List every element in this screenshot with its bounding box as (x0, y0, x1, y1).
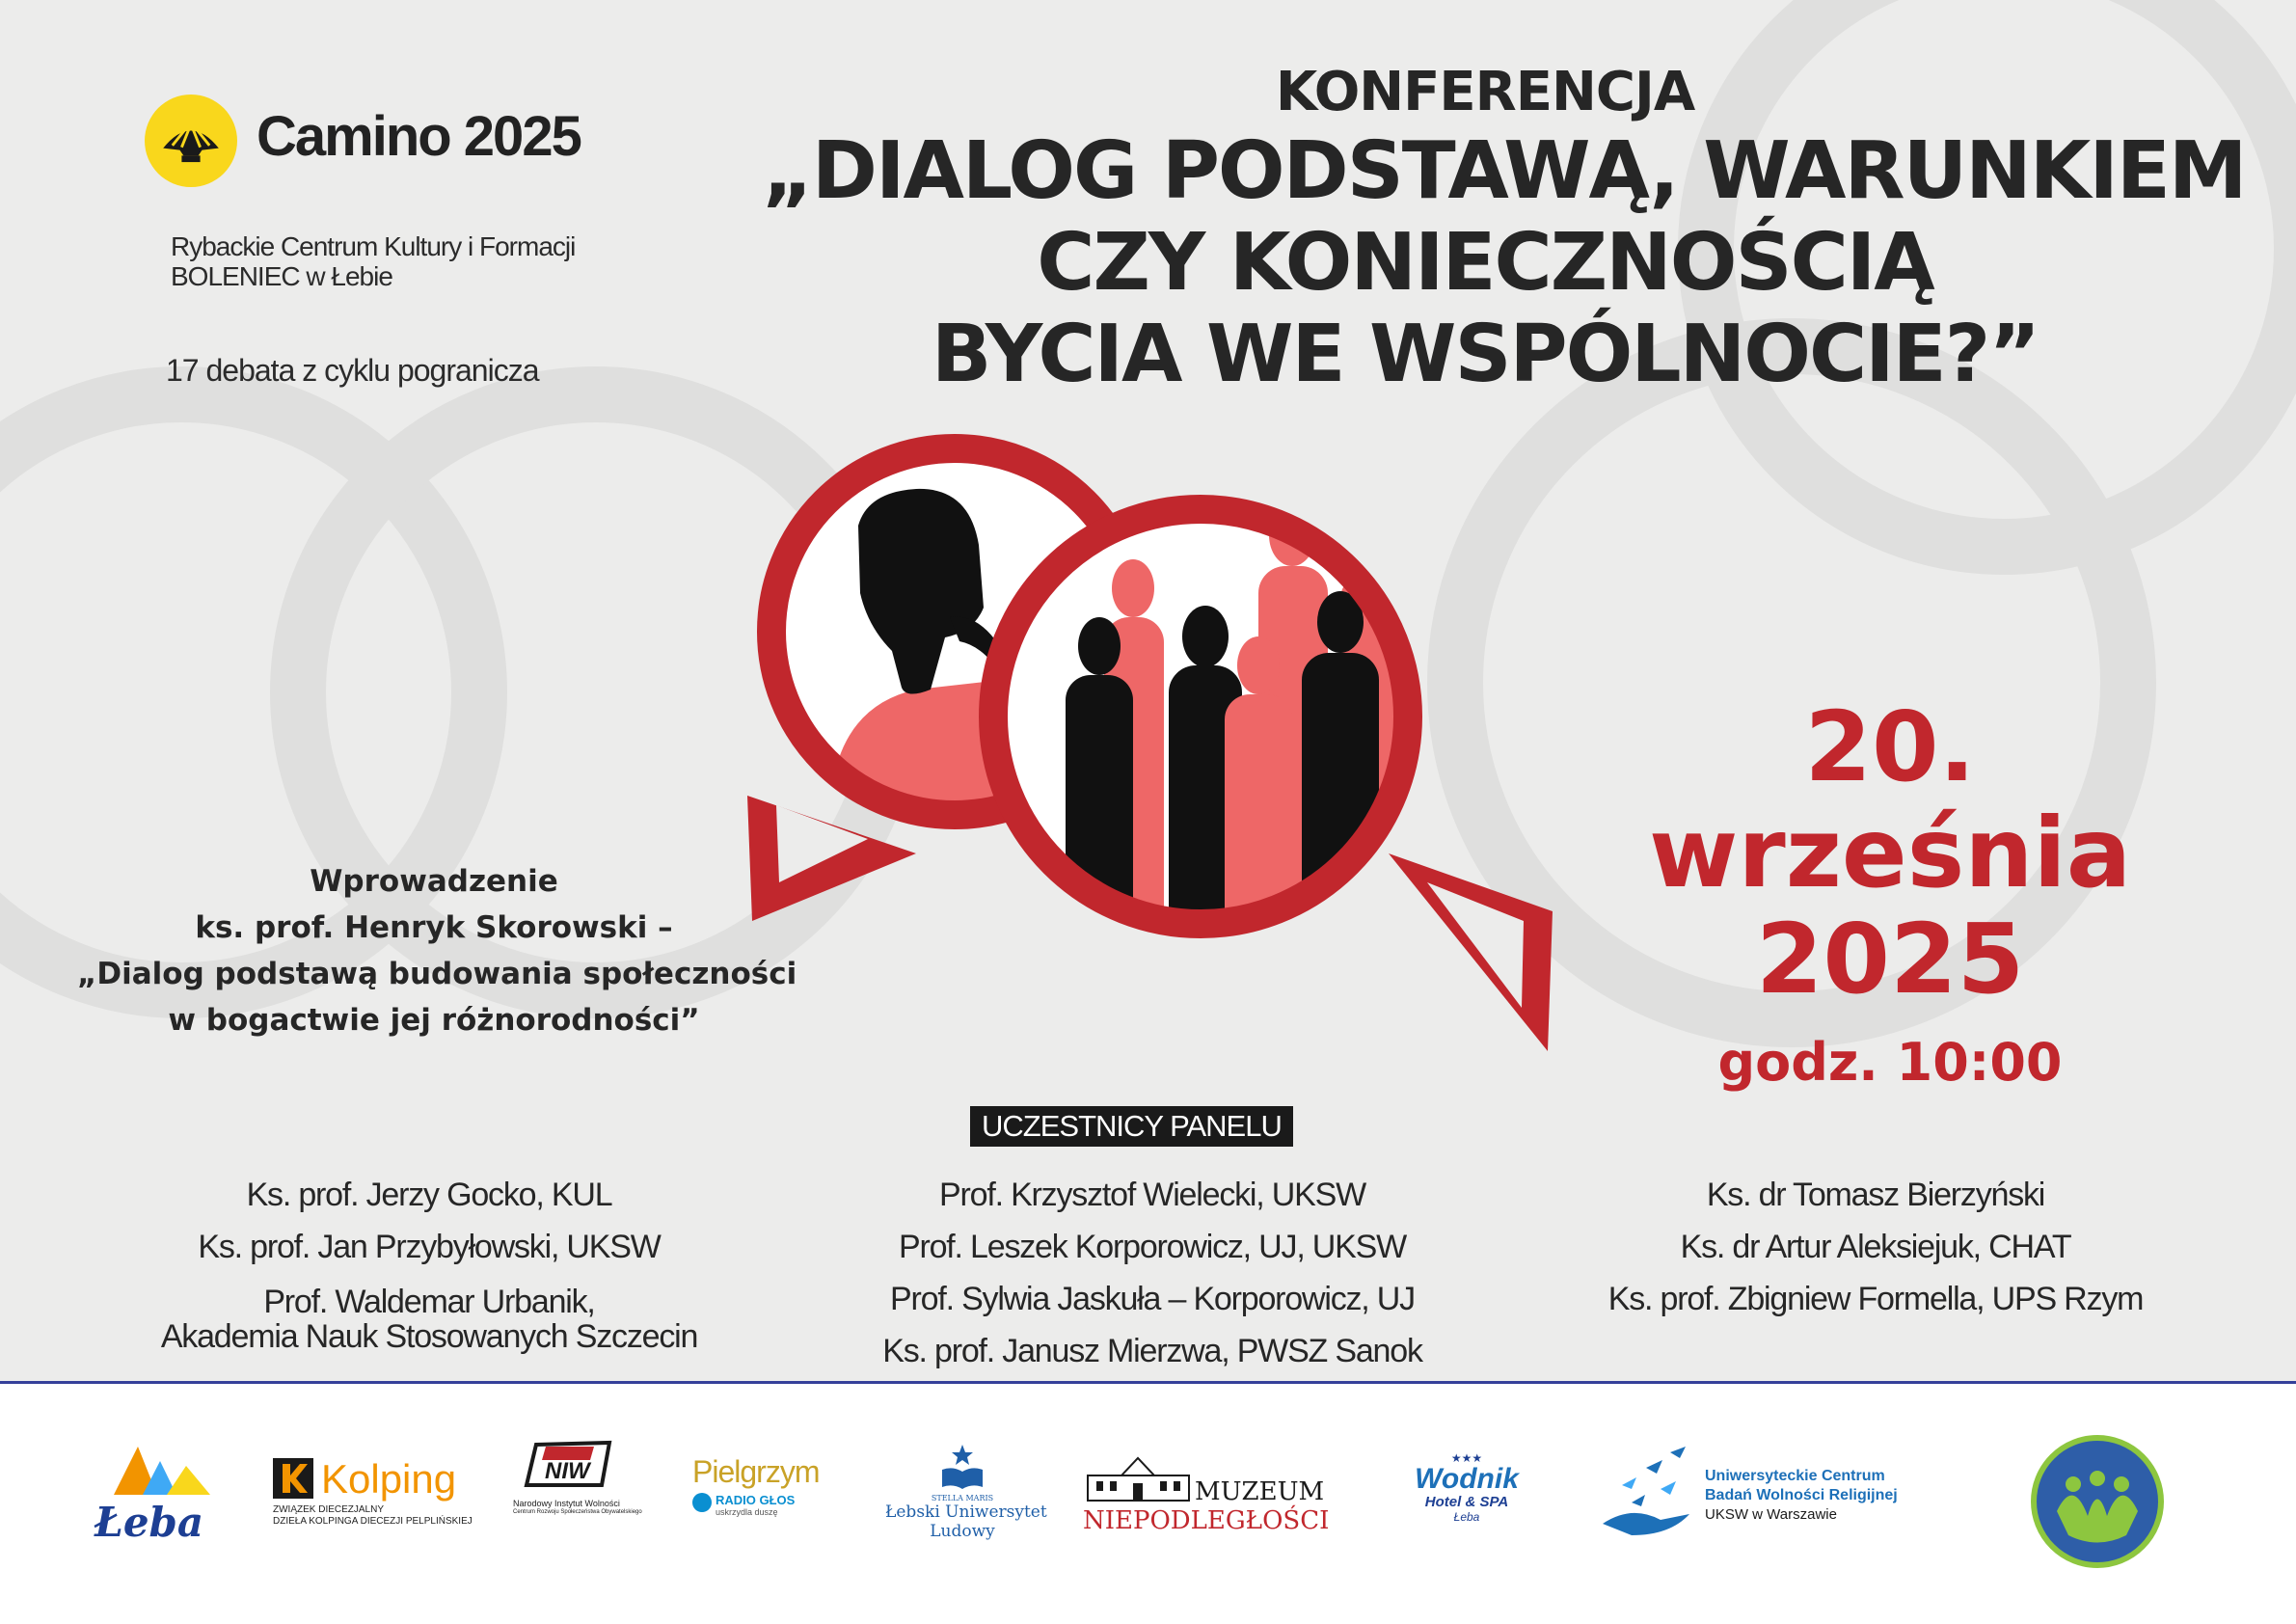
wodnik-logo (1404, 1451, 1529, 1529)
pielgrzym-wordmark: Pielgrzym (692, 1454, 820, 1489)
kolping-subtitle: ZWIĄZEK DIECEZJALNY (273, 1504, 385, 1515)
radio-wave-icon (692, 1493, 712, 1512)
date-day: 20. (1804, 690, 1976, 803)
conference-title (762, 60, 2246, 400)
doves-hand-icon (1593, 1447, 1699, 1538)
panelists-left (135, 1169, 723, 1354)
intro-heading: Wprowadzenie (310, 864, 558, 899)
intro-talk-title: w bogactwie jej różnorodności” (168, 1003, 700, 1038)
dialogue-illustration (694, 400, 1610, 1051)
ucbwr-name: Badań Wolności Religijnej (1705, 1487, 1898, 1503)
panelists-right (1562, 1169, 2189, 1325)
panelist: Ks. prof. Jerzy Gocko, KUL (246, 1177, 612, 1213)
leba-wordmark: Łeba (95, 1499, 204, 1546)
series-label: 17 debata z cyklu pogranicza (166, 353, 539, 388)
radio-wordmark: RADIO GŁOS (716, 1493, 796, 1507)
right-speech-bubble (993, 504, 1553, 1051)
stella-maris: STELLA MARIS (931, 1494, 994, 1502)
lul-name: Ludowy (930, 1522, 995, 1541)
panel-label: UCZESTNICY PANELU (970, 1106, 1293, 1147)
kolping-subtitle: DZIEŁA KOLPINGA DIECEZJI PELPLIŃSKIEJ (273, 1516, 473, 1527)
organizer (171, 231, 575, 291)
date-year: 2025 (1755, 903, 2025, 1015)
intro-talk-title: „Dialog podstawą budowania społeczności (77, 957, 797, 991)
niw-subtitle: Centrum Rozwoju Społeczeństwa Obywatelskiego (513, 1509, 642, 1515)
leba-mark-icon (85, 1442, 239, 1500)
wodnik-subtitle: Łeba (1453, 1510, 1480, 1524)
right-bubble-tail (1389, 853, 1553, 1051)
title-line: „DIALOG PODSTAWĄ, WARUNKIEM (762, 125, 2246, 217)
pielgrzym-logo (692, 1454, 820, 1531)
muzeum-name: MUZEUM (1195, 1477, 1325, 1506)
panelist: Ks. prof. Janusz Mierzwa, PWSZ Sanok (882, 1333, 1422, 1369)
muzeum-logo (1083, 1454, 1330, 1535)
event-time: godz. 10:00 (1717, 1032, 2063, 1093)
brand-name: Camino 2025 (257, 105, 581, 168)
camino-shell-icon (145, 95, 237, 187)
title-kicker: KONFERENCJA (1275, 61, 1695, 123)
lul-logo (885, 1445, 1047, 1551)
introduction (77, 858, 797, 1043)
panelist: Prof. Krzysztof Wielecki, UKSW (939, 1177, 1365, 1213)
ucbwr-name: Uniwersyteckie Centrum (1705, 1468, 1885, 1484)
panelist-line: Prof. Waldemar Urbanik, (263, 1284, 595, 1320)
panelist: Prof. Leszek Korporowicz, UJ, UKSW (898, 1229, 1407, 1265)
kolping-wordmark: Kolping (321, 1456, 457, 1502)
leba-logo (85, 1442, 239, 1546)
event-date (1649, 690, 2132, 1093)
globe-people-icon (2030, 1434, 2165, 1569)
wodnik-wordmark: Wodnik (1415, 1463, 1519, 1495)
panelist: Ks. prof. Zbigniew Formella, UPS Rzym (1607, 1281, 2144, 1317)
panelist-line: Akademia Nauk Stosowanych Szczecin (160, 1318, 698, 1355)
panelist: Ks. dr Tomasz Bierzyński (1706, 1177, 2045, 1213)
organizer-line: Rybackie Centrum Kultury i Formacji (171, 231, 576, 261)
panelists-middle (849, 1169, 1456, 1377)
wodnik-subtitle: Hotel & SPA (1424, 1494, 1509, 1510)
wodnik-stars: ★★★ (1450, 1451, 1483, 1465)
niw-wordmark: NIW (545, 1458, 590, 1484)
muzeum-name: NIEPODLEGŁOŚCI (1083, 1506, 1330, 1535)
date-month: września (1649, 797, 2132, 909)
lul-name: Łebski Uniwersytet (885, 1502, 1047, 1522)
ucbwr-name: UKSW w Warszawie (1705, 1506, 1837, 1523)
ucbwr-logo (1593, 1447, 1911, 1543)
niw-logo (513, 1437, 642, 1529)
panelist: Prof. Sylwia Jaskuła – Korporowicz, UJ (890, 1281, 1415, 1317)
niw-subtitle: Narodowy Instytut Wolności (513, 1499, 620, 1508)
book-star-icon (938, 1445, 986, 1489)
palace-icon (1083, 1454, 1194, 1502)
intro-speaker: ks. prof. Henryk Skorowski – (195, 910, 673, 945)
radio-subtitle: uskrzydla duszę (716, 1507, 778, 1517)
panelist: Ks. dr Artur Aleksiejuk, CHAT (1680, 1229, 2071, 1265)
panelist (135, 1285, 723, 1354)
title-line: CZY KONIECZNOŚCIĄ (1037, 217, 1933, 309)
title-line: BYCIA WE WSPÓLNOCIE?” (931, 309, 2039, 400)
kolping-logo (273, 1458, 485, 1526)
panelist: Ks. prof. Jan Przybyłowski, UKSW (198, 1229, 661, 1265)
kolping-k-icon (273, 1458, 313, 1499)
organizer-line: BOLENIEC w Łebie (171, 261, 392, 291)
dialogue-globe-logo (2030, 1434, 2165, 1569)
